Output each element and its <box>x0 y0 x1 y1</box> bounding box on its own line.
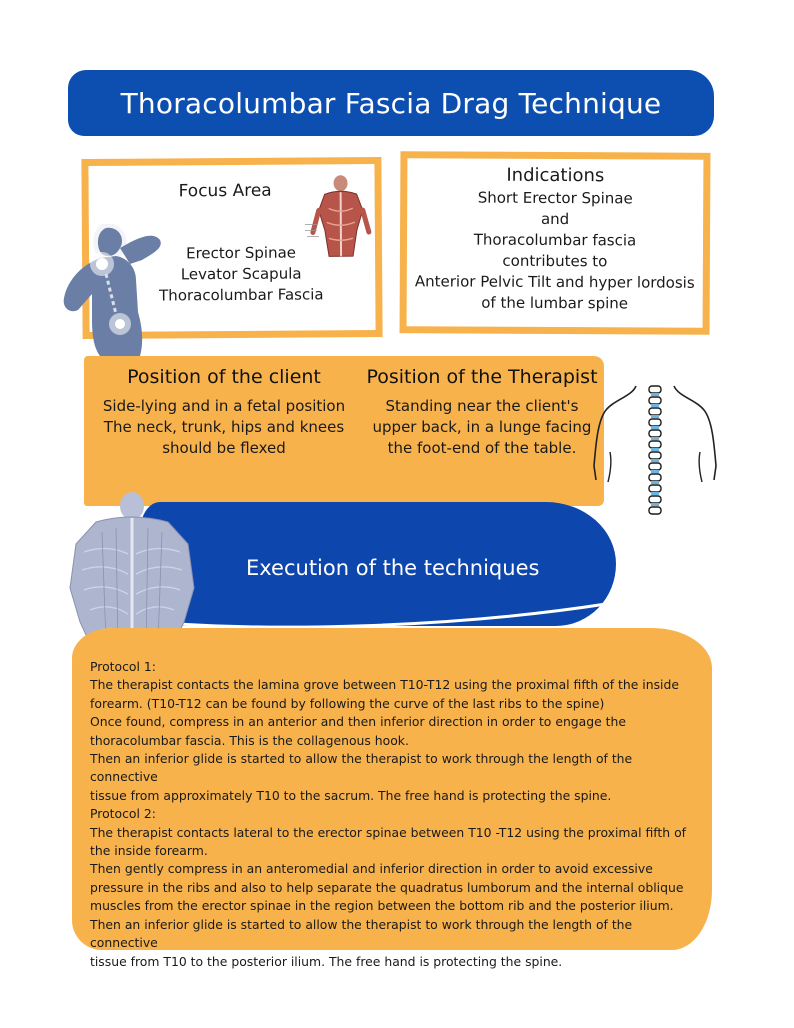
protocol-line: The therapist contacts the lamina grove between T10-T12 using the proximal fifth of the inside <box>90 677 679 693</box>
focus-item: Erector Spinae <box>186 243 297 263</box>
indications-content <box>407 164 704 315</box>
protocol-line: thoracolumbar fascia. This is the collagenous hook. <box>90 732 409 748</box>
therapist-position-heading: Position of the Therapist <box>366 366 598 388</box>
back-pain-figure-illustration <box>56 224 168 358</box>
indication-line: and <box>540 209 570 229</box>
protocol-line: Then gently compress in an anteromedial and inferior direction in order to avoid excessive <box>90 861 653 877</box>
therapist-position-text <box>364 396 600 459</box>
client-position-line: should be flexed <box>162 439 286 457</box>
protocol-line: The therapist contacts lateral to the erector spinae between T10 -T12 using the proximal fifth of <box>90 824 687 840</box>
protocol-line: muscles from the erector spinae in the region between the bottom rib and the posterior ilium. <box>90 898 674 914</box>
client-position-line: Side-lying and in a fetal position <box>102 397 346 415</box>
client-position-line: The neck, trunk, hips and knees <box>103 418 345 436</box>
protocol-text <box>90 658 702 971</box>
spine-illustration <box>592 382 718 516</box>
protocol-line: tissue from T10 to the posterior ilium. The free hand is protecting the spine. <box>90 953 563 969</box>
back-muscles-illustration <box>302 174 375 267</box>
indications-box <box>400 151 711 335</box>
title-banner <box>68 70 714 136</box>
focus-area-heading: Focus Area <box>178 180 272 202</box>
protocol-line: Then an inferior glide is started to allow the therapist to work through the length of the connective <box>90 751 633 785</box>
therapist-position-line: Standing near the client's <box>385 397 579 415</box>
protocol-line: Protocol 1: <box>90 659 156 674</box>
position-panel <box>84 356 604 506</box>
protocol-line: Once found, compress in an anterior and then inferior direction in order to engage the <box>90 714 627 730</box>
protocol-line: forearm. (T10-T12 can be found by following the curve of the last ribs to the spine) <box>90 695 605 711</box>
indication-line: contributes to <box>502 251 608 271</box>
focus-item: Levator Scapula <box>180 264 302 284</box>
indications-heading: Indications <box>506 164 605 187</box>
execution-title: Execution of the techniques <box>246 556 540 580</box>
protocol-line: Protocol 2: <box>90 806 156 822</box>
protocol-line: tissue from approximately T10 to the sacrum. The free hand is protecting the spine. <box>90 787 612 803</box>
therapist-position-section <box>364 366 600 459</box>
indication-line: of the lumbar spine <box>481 293 629 313</box>
page-title: Thoracolumbar Fascia Drag Technique <box>120 86 662 120</box>
indication-line: Short Erector Spinae <box>477 188 633 208</box>
protocol-line: Then an inferior glide is started to allow the therapist to work through the length of the connective <box>90 916 633 951</box>
indication-line: Thoracolumbar fascia <box>473 230 637 250</box>
therapist-position-line: the foot-end of the table. <box>387 439 577 457</box>
protocol-line: the inside forearm. <box>90 843 208 859</box>
indications-text <box>407 187 704 315</box>
focus-item: Thoracolumbar Fascia <box>159 285 324 305</box>
client-position-heading: Position of the client <box>127 366 321 388</box>
indication-line: Anterior Pelvic Tilt and hyper lordosis <box>414 272 695 292</box>
protocol-line: pressure in the ribs and also to help separate the quadratus lumborum and the internal oblique <box>90 879 684 895</box>
client-position-text <box>94 396 354 459</box>
therapist-position-line: upper back, in a lunge facing <box>372 418 592 436</box>
client-position-section <box>94 366 354 459</box>
